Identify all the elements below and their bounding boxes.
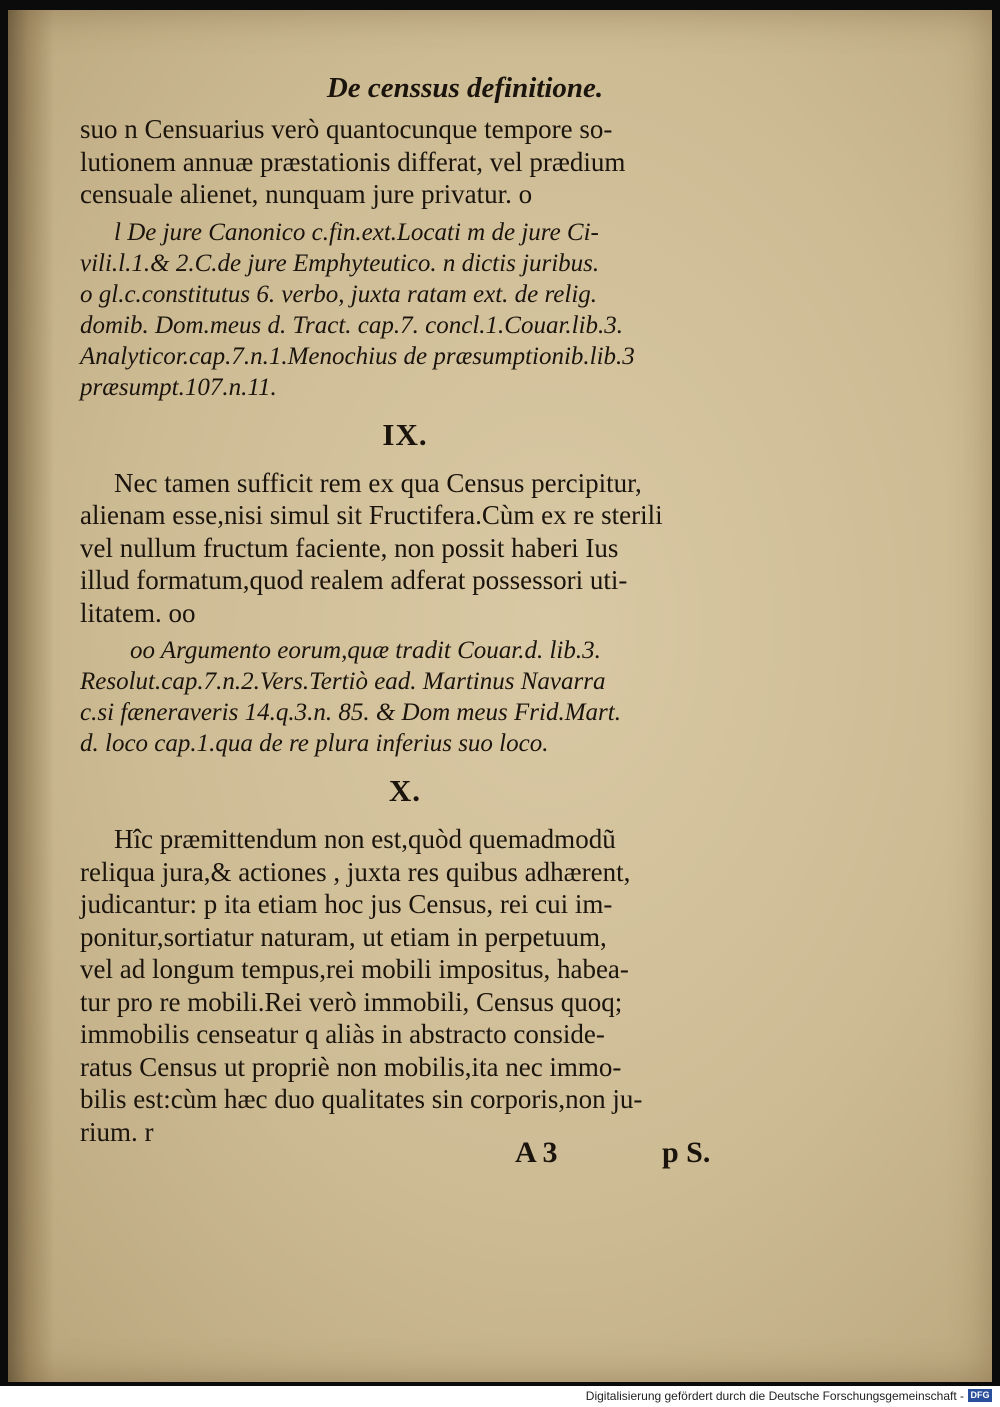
paragraph-ix xyxy=(80,467,730,630)
page-gutter-shadow xyxy=(8,10,54,1382)
dfg-logo-icon: DFG xyxy=(968,1389,992,1402)
text-line: ponitur,sortiatur naturam, ut etiam in perpetuum, xyxy=(80,921,607,952)
footer-bar xyxy=(0,1386,1000,1407)
text-line: immobilis censeatur q aliàs in abstracto conside- xyxy=(80,1019,605,1049)
footnotes-l-o xyxy=(80,217,730,403)
text-line: reliqua jura,& actiones , juxta res quibus adhærent, xyxy=(80,856,631,887)
text-line: bilis est:cùm hæc duo qualitates sin corporis,non ju- xyxy=(80,1084,643,1114)
text-line: vel ad longum tempus,rei mobili impositus, habea- xyxy=(80,954,629,984)
text-line: Nec tamen sufficit rem ex qua Census percipitur, xyxy=(114,467,642,498)
text-line: ratus Census ut propriè non mobilis,ita nec immo- xyxy=(80,1051,622,1082)
signature-mark: A 3 xyxy=(515,1136,558,1169)
section-heading-ix: IX. xyxy=(382,416,428,452)
note-line: Analyticor.cap.7.n.1.Menochius de præsumptionib.lib.3 xyxy=(80,342,635,370)
text-line: tur pro re mobili.Rei verò immobili, Census quoq; xyxy=(80,986,623,1017)
page-text xyxy=(80,72,730,1148)
section-heading-x: X. xyxy=(388,773,422,808)
note-line: Resolut.cap.7.n.2.Vers.Tertiò ead. Martinus Navarra xyxy=(80,668,606,695)
footer-credit: Digitalisierung gefördert durch die Deutsche Forschungsgemeinschaft - xyxy=(585,1389,964,1403)
paragraph-intro xyxy=(80,113,730,211)
paragraph-x xyxy=(80,823,730,1148)
note-line: vili.l.1.& 2.C.de jure Emphyteutico. n dictis juribus. xyxy=(80,249,600,277)
note-line: c.si fæneraveris 14.q.3.n. 85. & Dom meus Frid.Mart. xyxy=(80,699,621,726)
running-head: De censsus definitione. xyxy=(326,72,604,104)
footnotes-oo xyxy=(80,635,730,759)
note-line: oo Argumento eorum,quæ tradit Couar.d. lib.3. xyxy=(130,637,601,664)
note-line: o gl.c.constitutus 6. verbo, juxta ratam ext. de relig. xyxy=(80,280,598,308)
text-line: rium. r xyxy=(80,1116,154,1147)
text-line: suo n Censuarius verò quantocunque tempore so- xyxy=(80,114,613,144)
note-line: l De jure Canonico c.fin.ext.Locati m de jure Ci- xyxy=(114,218,599,246)
text-line: alienam esse,nisi simul sit Fructifera.Cùm ex re sterili xyxy=(80,500,663,530)
text-line: censuale alienet, nunquam jure privatur. o xyxy=(80,179,533,209)
text-line: judicantur: p ita etiam hoc jus Census, rei cui im- xyxy=(80,889,613,919)
text-line: Hîc præmittendum non est,quòd quemadmodũ xyxy=(114,824,616,854)
note-line: præsumpt.107.n.11. xyxy=(80,373,277,401)
text-line: vel nullum fructum faciente, non possit haberi Ius xyxy=(80,532,619,563)
text-line: illud formatum,quod realem adferat possessori uti- xyxy=(80,565,628,595)
catchword: p S. xyxy=(662,1136,711,1169)
note-line: d. loco cap.1.qua de re plura inferius suo loco. xyxy=(80,730,549,757)
text-line: lutionem annuæ præstationis differat, vel prædium xyxy=(80,146,626,177)
text-line: litatem. oo xyxy=(80,597,196,628)
note-line: domib. Dom.meus d. Tract. cap.7. concl.1.Couar.lib.3. xyxy=(80,311,624,339)
